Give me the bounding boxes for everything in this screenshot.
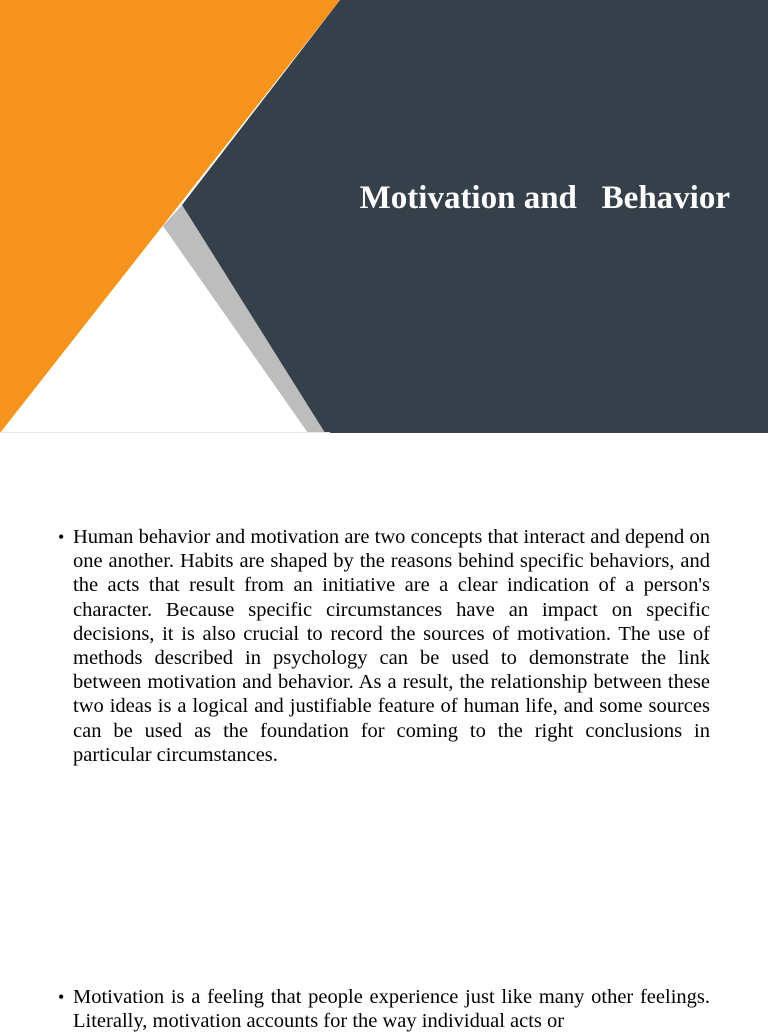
bullet-item — [58, 525, 710, 767]
bullet-marker: • — [58, 527, 65, 547]
bullet-marker: • — [58, 987, 65, 1007]
bullet-text: Motivation is a feeling that people experience just like many other feelings. Literally, motivation accounts for the way individual acts or — [73, 986, 710, 1033]
bullet-item — [58, 985, 710, 1033]
slide-header-graphic — [0, 0, 768, 433]
header-divider — [0, 432, 330, 433]
bullet-text: Human behavior and motivation are two concepts that interact and depend on one another. Habits are shaped by the reasons behind specific behaviors, and the acts that result from an initiative are a clear indication of a person's character. Because specific circumstances have an impact on specific decisions, it is also crucial to record the sources of motivation. The use of methods described in psychology can be used to demonstrate the link between motivation and behavior. As a result, the relationship between these two ideas is a logical and justifiable feature of human life, and some sources can be used as the foundation for coming to the right conclusions in particular circumstances. — [73, 526, 710, 766]
slide-title: Motivation and Behavior — [359, 180, 730, 216]
